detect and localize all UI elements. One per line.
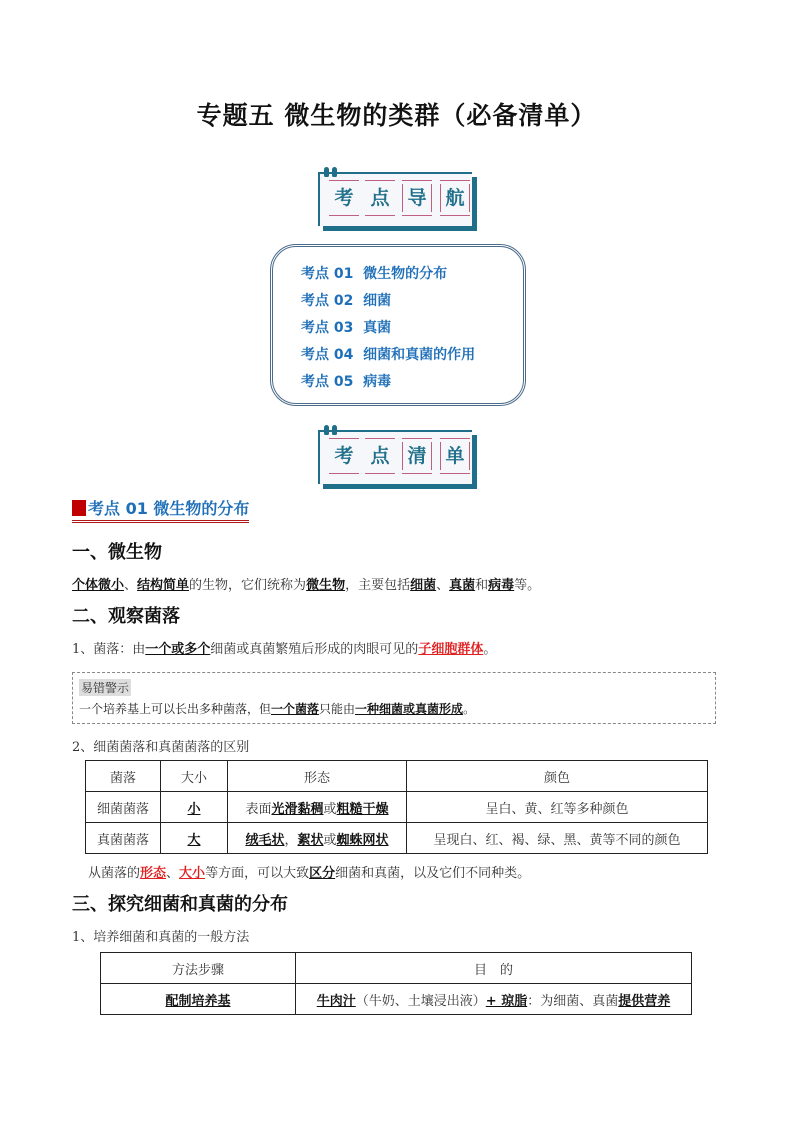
banner-char: 考 [330, 442, 358, 470]
toc-num: 考点 01 [301, 266, 354, 282]
text: 1、菌落：由 [72, 642, 146, 657]
toc-label: 细菌 [363, 293, 392, 309]
section-heading-text: 考点 01 微生物的分布 [88, 499, 250, 518]
cell-step [101, 984, 296, 1015]
emph: 微生物 [306, 578, 346, 593]
table-header-row [86, 761, 708, 792]
emph: 牛肉汁 [316, 993, 356, 1009]
banner-char: 导 [402, 184, 432, 212]
method-table [100, 952, 692, 1015]
text: 细菌或真菌繁殖后形成的肉眼可见的 [210, 642, 419, 657]
toc-num: 考点 02 [301, 293, 354, 309]
cell-name: 真菌菌落 [86, 823, 161, 854]
text: 只能由 [319, 702, 356, 716]
text: 。 [463, 702, 476, 716]
pin-icon [324, 167, 340, 180]
text: 等。 [514, 578, 541, 593]
emph: 蜘蛛网状 [336, 832, 389, 848]
text: 等方面，可以大致 [205, 866, 310, 881]
microbe-paragraph [72, 574, 540, 593]
banner-kaodian-qingdan [318, 430, 472, 484]
emph: 结构简单 [137, 578, 190, 593]
warning-text [79, 700, 475, 717]
toc-item[interactable] [301, 317, 391, 337]
emph: 病毒 [488, 578, 515, 593]
colony-definition [72, 638, 496, 657]
toc-label: 细菌和真菌的作用 [363, 347, 476, 363]
warning-box [72, 672, 716, 724]
pin-icon [324, 425, 340, 438]
emph-red: 大小 [179, 866, 206, 881]
emph-red: 子细胞群体 [418, 642, 484, 657]
section-heading [72, 496, 249, 523]
heading-colony: 二、观察菌落 [72, 606, 180, 627]
table-row [101, 984, 692, 1015]
banner-char: 点 [366, 184, 394, 212]
emph: 大 [187, 832, 201, 848]
red-square-icon [72, 500, 86, 516]
heading-explore: 三、探究细菌和真菌的分布 [72, 894, 288, 915]
header-cell: 目 的 [296, 953, 692, 984]
text: 、 [124, 578, 138, 593]
header-cell: 方法步骤 [101, 953, 296, 984]
emph: 配制培养基 [165, 993, 231, 1009]
text: 、 [436, 578, 450, 593]
banner-char: 航 [440, 184, 470, 212]
emph-red: 形态 [140, 866, 167, 881]
header-cell: 大小 [161, 761, 228, 792]
toc-label: 病毒 [363, 374, 392, 390]
banner-char: 清 [402, 442, 432, 470]
header-cell: 颜色 [407, 761, 708, 792]
header-cell: 菌落 [86, 761, 161, 792]
cell-shape [228, 823, 407, 854]
cell-size [161, 792, 228, 823]
emph: 光滑黏稠 [271, 801, 324, 817]
table-row [86, 792, 708, 823]
banner-char: 点 [366, 442, 394, 470]
table-header-row [101, 953, 692, 984]
text: （牛奶、土壤浸出液） [355, 993, 486, 1009]
text: 或 [323, 801, 337, 817]
page-title: 专题五 微生物的类群（必备清单） [196, 101, 597, 130]
text: ：为细菌、真菌 [527, 993, 619, 1009]
toc-item[interactable] [301, 371, 391, 391]
text: 从菌落的 [88, 866, 141, 881]
toc-label: 真菌 [363, 320, 392, 336]
toc-item[interactable] [301, 290, 391, 310]
cell-size [161, 823, 228, 854]
emph: + 琼脂 [485, 993, 528, 1009]
diff-title: 2、细菌菌落和真菌菌落的区别 [72, 740, 250, 755]
emph: 区分 [309, 866, 336, 881]
text: ， [284, 832, 298, 848]
cell-shape [228, 792, 407, 823]
heading-microbe: 一、微生物 [72, 542, 162, 563]
emph: 粗糙干燥 [336, 801, 389, 817]
emph: 绒毛状 [245, 832, 285, 848]
toc-label: 微生物的分布 [363, 266, 448, 282]
method-title: 1、培养细菌和真菌的一般方法 [72, 930, 250, 945]
toc-box [270, 244, 526, 406]
text: 和 [475, 578, 489, 593]
cell-purpose [296, 984, 692, 1015]
toc-item[interactable] [301, 344, 475, 364]
text: 、 [166, 866, 180, 881]
banner-char: 考 [330, 184, 358, 212]
header-cell: 形态 [228, 761, 407, 792]
table-row [86, 823, 708, 854]
emph: 小 [187, 801, 201, 817]
text: 细菌和真菌，以及它们不同种类。 [335, 866, 531, 881]
emph: 真菌 [449, 578, 476, 593]
emph: 一种细菌或真菌形成 [355, 702, 464, 716]
text: ，主要包括 [345, 578, 411, 593]
cell-color: 呈白、黄、红等多种颜色 [407, 792, 708, 823]
toc-num: 考点 05 [301, 374, 354, 390]
colony-table [85, 760, 708, 854]
text: 表面 [245, 801, 272, 817]
emph: 细菌 [410, 578, 437, 593]
warning-tag: 易错警示 [81, 681, 130, 695]
text: 一个培养基上可以长出多种菌落，但 [79, 702, 272, 716]
text: 的生物，它们统称为 [189, 578, 307, 593]
emph: 絮状 [297, 832, 324, 848]
text: 或 [323, 832, 337, 848]
emph: 一个菌落 [271, 702, 320, 716]
toc-num: 考点 04 [301, 347, 354, 363]
text: 。 [483, 642, 497, 657]
emph: 个体微小 [72, 578, 125, 593]
cell-name: 细菌菌落 [86, 792, 161, 823]
emph: 提供营养 [618, 993, 671, 1009]
banner-kaodian-daohang [318, 172, 472, 226]
toc-item[interactable] [301, 263, 447, 283]
emph: 一个或多个 [145, 642, 211, 657]
banner-char: 单 [440, 442, 470, 470]
summary-paragraph [88, 862, 530, 881]
cell-color: 呈现白、红、褐、绿、黑、黄等不同的颜色 [407, 823, 708, 854]
toc-num: 考点 03 [301, 320, 354, 336]
